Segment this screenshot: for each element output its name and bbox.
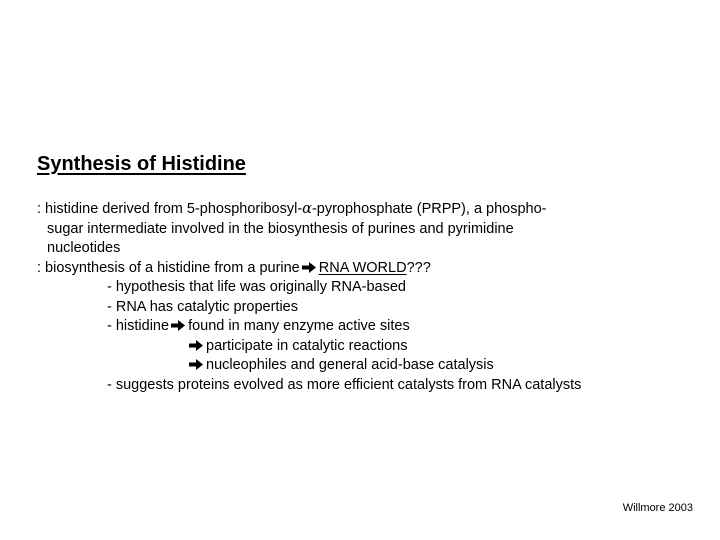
body-line-10: - suggests proteins evolved as more efficient catalysts from RNA catalysts <box>107 376 582 393</box>
slide-body <box>37 200 707 395</box>
body-line-4 <box>37 259 707 279</box>
rna-world-label: RNA WORLD <box>318 259 407 276</box>
footer-credit: Willmore 2003 <box>622 502 693 514</box>
body-line-5: - hypothesis that life was originally RNA-based <box>107 279 406 295</box>
right-arrow-icon <box>171 320 185 331</box>
body-line-1 <box>37 200 707 220</box>
line-1-prefix: : histidine derived from 5-phosphoribosyl- <box>37 201 303 217</box>
body-line-2: sugar intermediate involved in the biosynthesis of purines and pyrimidine <box>47 220 514 237</box>
right-arrow-icon <box>189 359 203 370</box>
line-4-suffix: ??? <box>406 259 431 276</box>
line-1-suffix: -pyrophosphate (PRPP), a phospho- <box>311 201 547 217</box>
right-arrow-icon <box>189 340 203 351</box>
body-line-3: nucleotides <box>47 240 121 256</box>
body-line-6: - RNA has catalytic properties <box>107 298 298 315</box>
line-7-prefix: - histidine <box>107 318 170 334</box>
body-line-9 <box>37 356 707 376</box>
line-7-suffix: found in many enzyme active sites <box>188 318 410 334</box>
line-8-text: participate in catalytic reactions <box>206 337 408 354</box>
right-arrow-icon <box>302 262 316 273</box>
body-line-7 <box>37 317 707 337</box>
line-4-prefix: : biosynthesis of a histidine from a purine <box>37 259 300 276</box>
slide-title: Synthesis of Histidine <box>37 153 246 175</box>
alpha-symbol: α <box>302 201 312 217</box>
line-9-text: nucleophiles and general acid-base catalysis <box>206 357 494 373</box>
body-line-8 <box>37 337 707 357</box>
